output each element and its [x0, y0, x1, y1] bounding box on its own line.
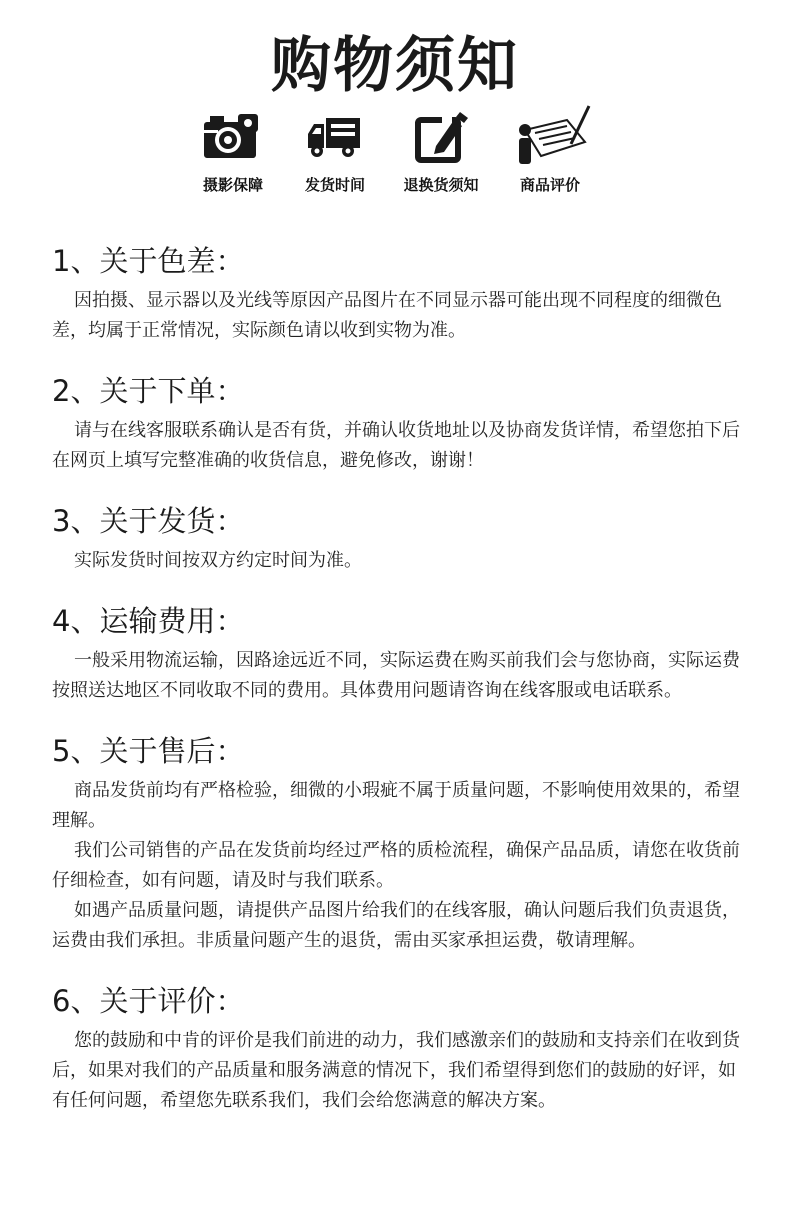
section-paragraph: 如遇产品质量问题，请提供产品图片给我们的在线客服，确认问题后我们负责退货，运费由我们承担。非质量问题产生的退货，需由买家承担运费，敬请理解。 — [52, 900, 740, 951]
section-paragraph: 我们公司销售的产品在发货前均经过严格的质检流程，确保产品品质，请您在收货前仔细检查，如有问题，请及时与我们联系。 — [52, 840, 740, 891]
icon-item-review — [495, 100, 605, 195]
section-ordering — [52, 370, 752, 476]
section-shipping — [52, 500, 752, 576]
icon-item-photo — [178, 100, 288, 195]
icon-label: 商品评价 — [519, 176, 580, 194]
icon-item-shipping — [280, 100, 390, 195]
section-heading: 3、关于发货： — [52, 504, 245, 538]
section-freight — [52, 600, 752, 706]
section-heading: 6、关于评价： — [52, 984, 245, 1018]
page-title: 购物须知 — [271, 31, 519, 101]
section-paragraph: 一般采用物流运输，因路途远近不同，实际运费在购买前我们会与您协商，实际运费按照送达地区不同收取不同的费用。具体费用问题请咨询在线客服或电话联系。 — [52, 650, 740, 701]
icon-label: 摄影保障 — [202, 176, 263, 194]
review-icon — [505, 100, 595, 170]
section-heading: 4、运输费用： — [52, 604, 245, 638]
section-reviews — [52, 980, 752, 1116]
truck-icon — [300, 100, 370, 170]
section-after-sales — [52, 730, 752, 956]
section-paragraph: 您的鼓励和中肯的评价是我们前进的动力，我们感激亲们的鼓励和支持亲们在收到货后，如果对我们的产品质量和服务满意的情况下，我们希望得到您们的鼓励的好评，如有任何问题，希望您先联系我们，我们会给您满意的解决方案。 — [52, 1030, 740, 1111]
section-paragraph: 实际发货时间按双方约定时间为准。 — [74, 550, 362, 571]
edit-icon — [406, 100, 476, 170]
section-paragraph: 因拍摄、显示器以及光线等原因产品图片在不同显示器可能出现不同程度的细微色差，均属于正常情况，实际颜色请以收到实物为准。 — [52, 290, 722, 341]
notice-content — [52, 240, 752, 1140]
icon-label: 发货时间 — [304, 176, 365, 194]
section-color-difference — [52, 240, 752, 346]
section-paragraph: 请与在线客服联系确认是否有货，并确认收货地址以及协商发货详情，希望您拍下后在网页上填写完整准确的收货信息，避免修改，谢谢！ — [52, 420, 740, 471]
section-paragraph: 商品发货前均有严格检验，细微的小瑕疵不属于质量问题，不影响使用效果的，希望理解。 — [52, 780, 740, 831]
section-heading: 1、关于色差： — [52, 244, 245, 278]
icon-row — [0, 100, 790, 210]
icon-label: 退换货须知 — [403, 176, 479, 194]
section-heading: 5、关于售后： — [52, 734, 245, 768]
camera-icon — [198, 100, 268, 170]
icon-item-returns — [386, 100, 496, 195]
section-heading: 2、关于下单： — [52, 374, 245, 408]
